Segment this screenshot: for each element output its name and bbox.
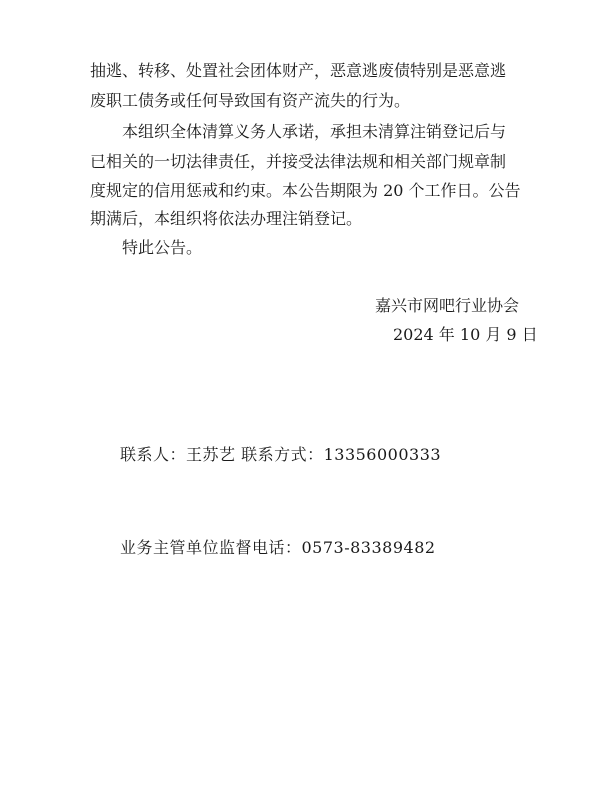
paragraph-2-line-1: 本组织全体清算义务人承诺，承担未清算注销登记后与 (122, 122, 507, 141)
paragraph-2-line-2: 已相关的一切法律责任，并接受法律法规和相关部门规章制 (90, 152, 507, 171)
signature-date: 2024 年 10 月 9 日 (393, 325, 538, 344)
closing-text: 特此公告。 (122, 238, 203, 257)
supervision-phone-line: 业务主管单位监督电话：0573-83389482 (120, 538, 436, 557)
paragraph-2-line-4: 期满后，本组织将依法办理注销登记。 (90, 209, 363, 228)
paragraph-1-line-2: 废职工债务或任何导致国有资产流失的行为。 (90, 91, 411, 110)
signature-organization: 嘉兴市网吧行业协会 (375, 296, 520, 315)
contact-person-line: 联系人：王苏艺 联系方式：13356000333 (120, 445, 442, 464)
paragraph-2-line-3: 度规定的信用惩戒和约束。本公告期限为 20 个工作日。公告 (90, 181, 521, 200)
paragraph-1-line-1: 抽逃、转移、处置社会团体财产，恶意逃废债特别是恶意逃 (90, 61, 507, 80)
